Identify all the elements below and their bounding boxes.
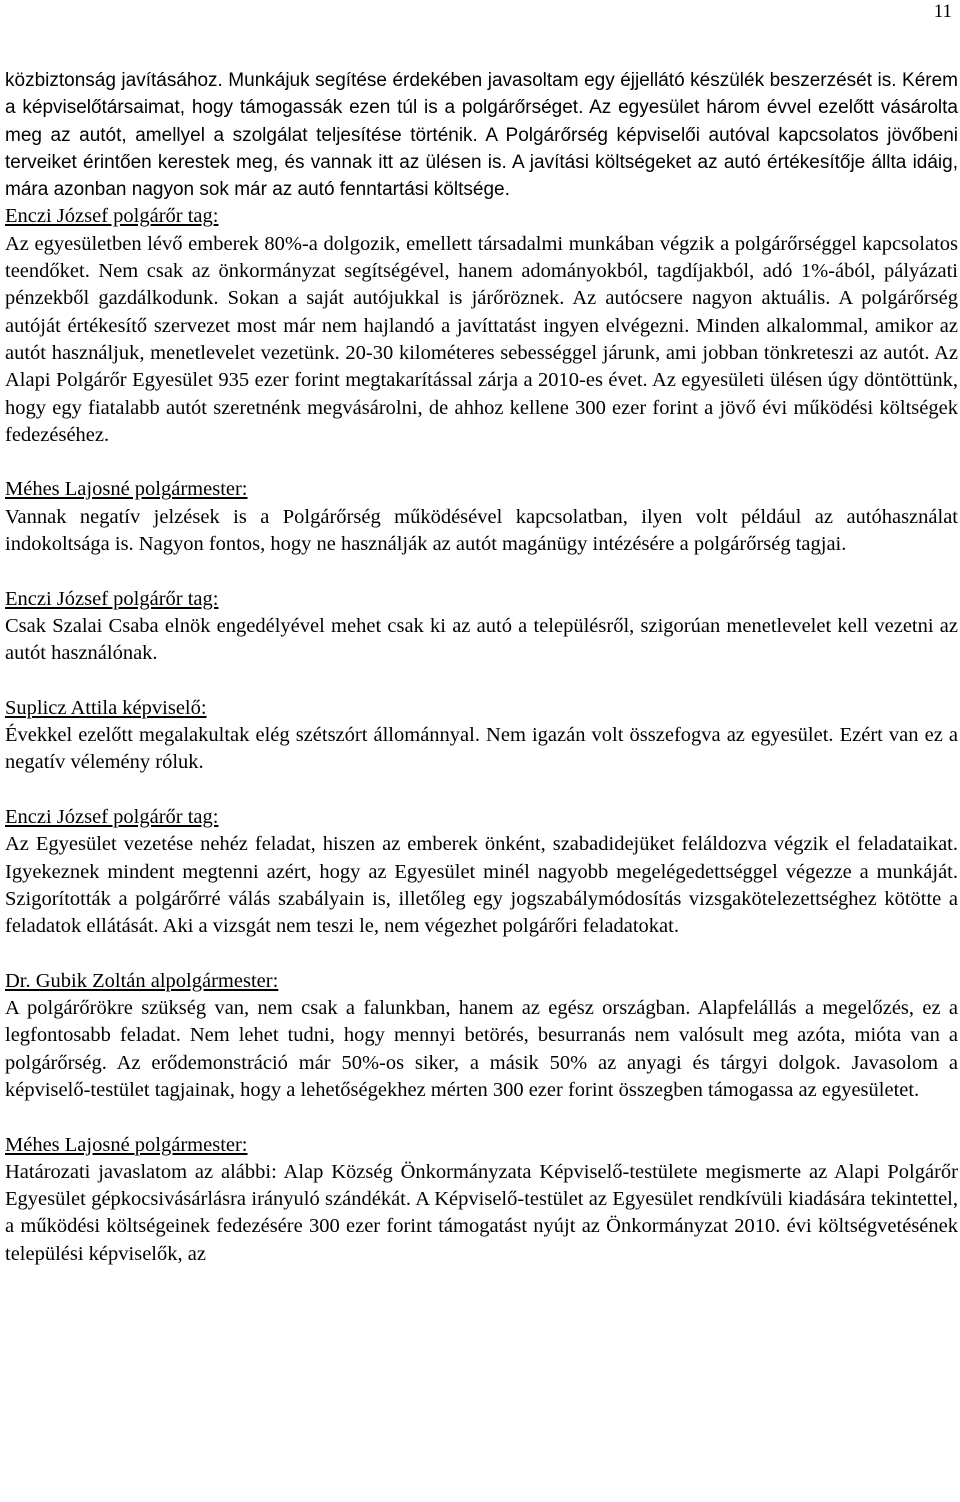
speaker-section <box>5 968 958 1104</box>
speaker-section <box>5 476 958 558</box>
speaker-section <box>5 1132 958 1268</box>
speech-text: Évekkel ezelőtt megalakultak elég szétszórt állománnyal. Nem igazán volt összefogva az egyesület. Ezért van ez a negatív vélemény róluk. <box>5 724 958 774</box>
speaker-name: Enczi József polgárőr tag: <box>5 806 219 829</box>
speaker-name: Méhes Lajosné polgármester: <box>5 478 248 501</box>
speaker-section <box>5 695 958 777</box>
speech-text: Az egyesületben lévő emberek 80%-a dolgozik, emellett társadalmi munkában végzik a polgárőrséggel kapcsolatos teendőket. Nem csak az önkormányzat segítségével, hanem adományokból, tagdíjakból, adó 1%-ából, pályázati pénzekből gazdálkodunk. Sokan a saját autójukkal is járőröznek. Az autócsere nagyon aktuális. A polgárőrség autóját értékesítő szervezet most már nem hajlandó a javíttatást ingyen elvégezni. Minden alkalommal, amikor az autót használjuk, menetlevelet vezetünk. 20-30 kilométeres sebességgel járunk, ami jobban tönkreteszi az autót. Az Alapi Polgárőr Egyesület 935 ezer forint megtakarítással zárja a 2010-es évet. Az egyesületi ülésen úgy döntöttünk, hogy egy fiatalabb autót szeretnénk megvásárolni, de ahhoz kellene 300 ezer forint a jövő évi működési költségek fedezéséhez. <box>5 232 958 446</box>
speech-text: Határozati javaslatom az alábbi: Alap Község Önkormányzata Képviselő-testülete megismerte az Alapi Polgárőr Egyesület gépkocsivásárlásra irányuló szándékát. A Képviselő-testület az Egyesület rendkívüli kiadására tekintettel, a működési költségeinek fedezésére 300 ezer forint támogatást nyújt az Önkormányzat 2010. évi költségvetésének települési képviselők, az <box>5 1160 958 1265</box>
speaker-name: Enczi József polgárőr tag: <box>5 205 219 228</box>
document-body <box>5 67 958 1268</box>
speaker-name: Suplicz Attila képviselő: <box>5 696 207 719</box>
speech-text: Csak Szalai Csaba elnök engedélyével mehet csak ki az autó a településről, szigorúan menetlevelet kell vezetni az autót használónak. <box>5 614 958 665</box>
intro-paragraph: közbiztonság javításához. Munkájuk segítése érdekében javasoltam egy éjjellátó készülék beszerzését is. Kérem a képviselőtársaimat, hogy támogassák ezen túl is a polgárőrséget. Az egyesület három évvel ezelőtt vásárolta meg az autót, amellyel a szolgálat teljesítése történik. A Polgárőrség képviselői autóval kapcsolatos jövőbeni terveiket érintően kerestek meg, és vannak itt az ülésen is. A javítási költségeket az autó értékesítője állta idáig, mára azonban nagyon sok már az autó fenntartási költsége. <box>5 70 958 201</box>
speaker-section <box>5 804 958 940</box>
speaker-section <box>5 586 958 668</box>
page-number: 11 <box>933 1 952 22</box>
speech-text: Az Egyesület vezetése nehéz feladat, hiszen az emberek önként, szabadidejüket feláldozva végzik el feladataikat. Igyekeznek mindent megtenni azért, hogy az Egyesület minél nagyobb megelégedettséggel végezze a munkáját. Szigorították a polgárőrré válás szabályain is, illetőleg egy jogszabálymódosítás vizsgakötelezettséghez kötötte a feladatok ellátását. Aki a vizsgát nem teszi le, nem végezhet polgárőri feladatokat. <box>5 833 958 938</box>
speaker-name: Dr. Gubik Zoltán alpolgármester: <box>5 969 279 992</box>
speaker-name: Méhes Lajosné polgármester: <box>5 1133 248 1156</box>
speaker-name: Enczi József polgárőr tag: <box>5 587 219 610</box>
speech-text: Vannak negatív jelzések is a Polgárőrség működésével kapcsolatban, ilyen volt például az autóhasználat indokoltsága is. Nagyon fontos, hogy ne használják az autót magánügy intézésére a polgárőrség tagjai. <box>5 505 958 556</box>
speech-text: A polgárőrökre szükség van, nem csak a falunkban, hanem az egész országban. Alapfelállás a megelőzés, ez a legfontosabb feladat. Nem lehet tudni, hogy mennyi betörés, besurranás nem valósult meg azóta, mióta van a polgárőrség. Az erődemonstráció már 50%-os siker, a másik 50% az anyagi és tárgyi dolgok. Javasolom a képviselő-testület tagjainak, hogy a lehetőségekhez mérten 300 ezer forint összegben támogassa az egyesületet. <box>5 997 958 1101</box>
speaker-section <box>5 203 958 449</box>
